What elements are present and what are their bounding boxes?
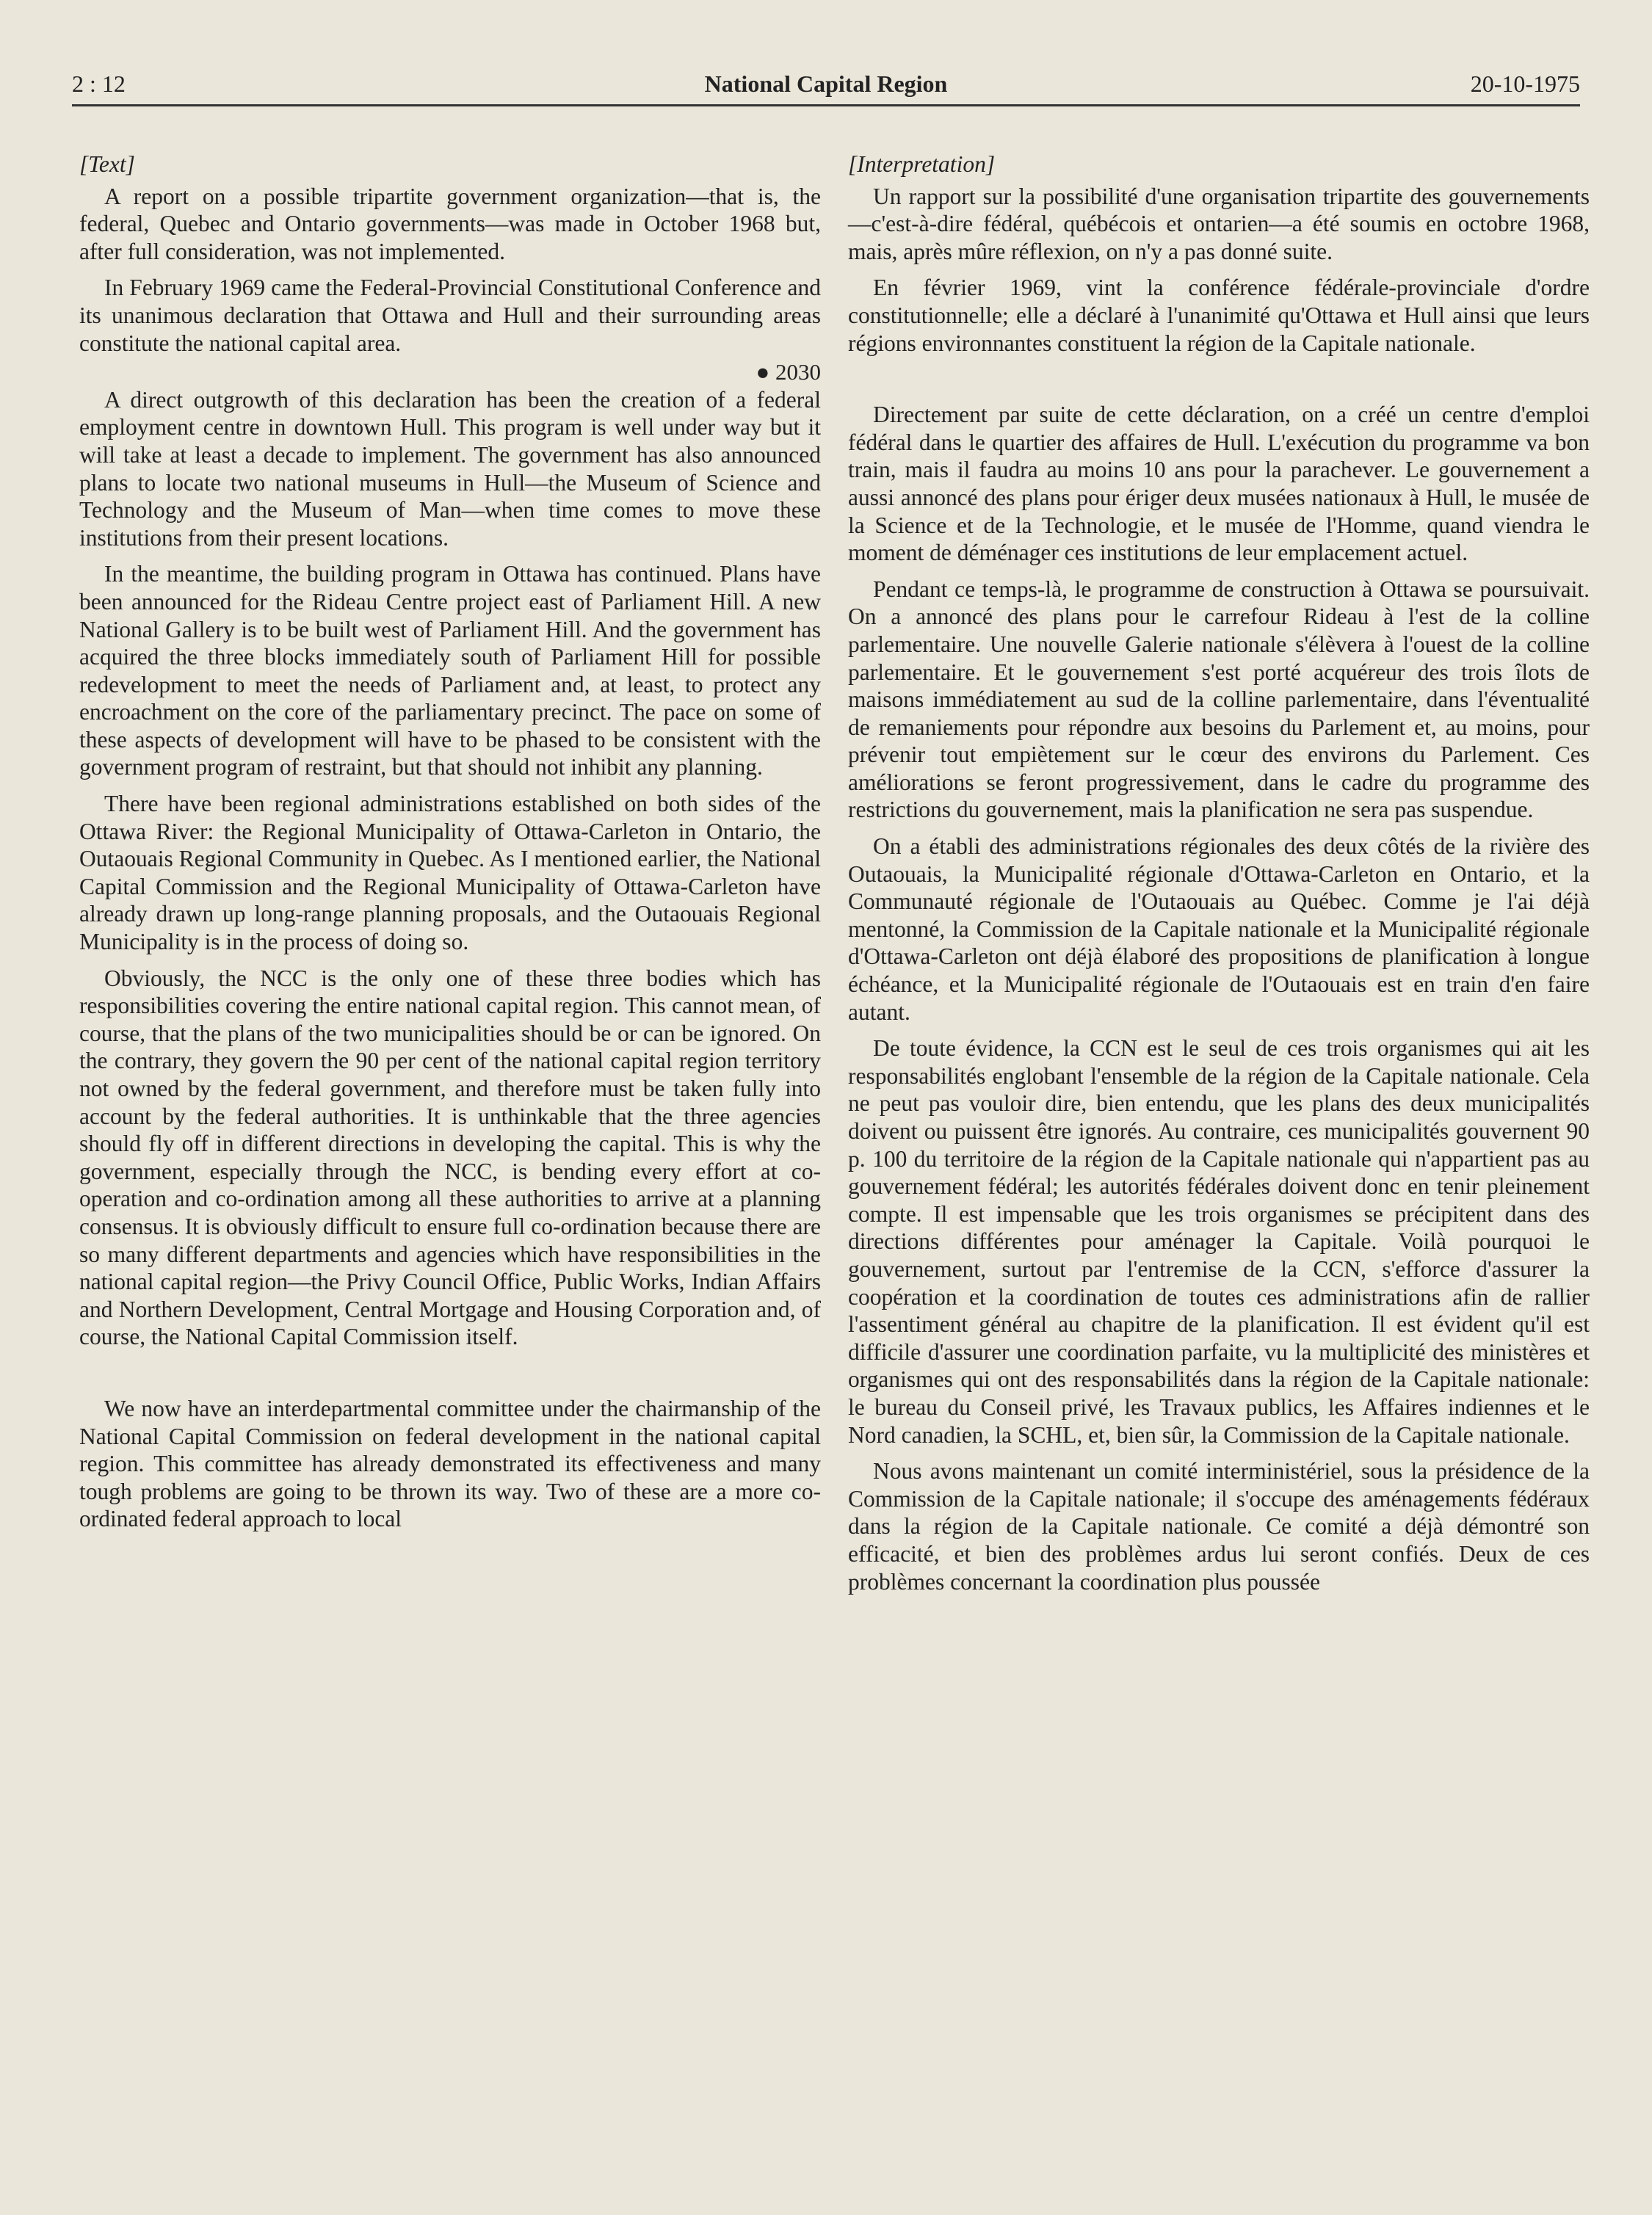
spacer [848,366,1590,401]
page-number: 2 : 12 [72,70,126,97]
spacer [79,1360,821,1395]
paragraph: Un rapport sur la possibilité d'une organisation tripartite des gouvernements—c'est-à-dire fédéral, québécois et ontarien—a été soumis en octobre 1968, mais, après mûre réflexion, on n'y a pas donné suite. [848,183,1590,264]
french-column [848,151,1590,1604]
paragraph: On a établi des administrations régionales des deux côtés de la rivière des Outaouais, la Municipalité régionale d'Ottawa-Carleton en Ontario, et la Communauté régionale de l'Outaouais au Québec. Comme je l'ai déjà mentonné, la Commission de la Capitale nationale et la Municipalité régionale d'Ottawa-Carleton ont déjà élaboré des propositions de planification à longue échéance, et la Municipalité régionale de l'Outaouais est en train d'en faire autant. [848,833,1590,1025]
header-title: National Capital Region [704,70,948,97]
running-header [72,68,1580,106]
paragraph: In the meantime, the building program in Ottawa has continued. Plans have been announced for the Rideau Centre project east of Parliament Hill. A new National Gallery is to be built west of Parliament Hill. And the government has acquired the three blocks immediately south of Parliament Hill for possible redevelopment to meet the needs of Parliament and, at least, to protect any encroachment on the core of the parliamentary precinct. The pace on some of these aspects of development will have to be phased to be consistent with the government program of restraint, but that should not inhibit any planning. [79,561,821,780]
section-label-text: [Text] [79,151,135,177]
paragraph: En février 1969, vint la conférence fédérale-provinciale d'ordre constitutionnelle; elle a déclaré à l'unanimité qu'Ottawa et Hull ainsi que leurs régions environnantes constituent la région de la Capitale nationale. [848,275,1590,356]
paragraph: De toute évidence, la CCN est le seul de ces trois organismes qui ait les responsabilités englobant l'ensemble de la région de la Capitale nationale. Cela ne peut pas vouloir dire, bien entendu, que les plans des deux municipalités doivent ou puissent être ignorés. Au contraire, ces municipalités gouvernent 90 p. 100 du territoire de la région de la Capitale nationale qui n'appartient pas au gouvernement fédéral; les autorités fédérales doivent donc en tenir pleinement compte. Il est impensable que les trois organismes se précipitent dans des directions différentes pour aménager la Capitale. Voilà pourquoi le gouvernement, surtout par l'entremise de la CCN, s'efforce d'assurer la coopération et la coordination de toutes ces administrations afin de rallier l'assentiment général au chapitre de la planification. Il est évident qu'il est difficile d'assurer une coordination parfaite, vu la multiplicité des ministères et organismes qui ont des responsabilités dans la région de la Capitale nationale: le bureau du Conseil privé, les Travaux publics, les Affaires indiennes et le Nord canadien, la SCHL, et, bien sûr, la Commission de la Capitale nationale. [848,1035,1590,1448]
paragraph: We now have an interdepartmental committee under the chairmanship of the National Capital Commission on federal development in the national capital region. This committee has already demonstrated its effectiveness and many tough problems are going to be thrown its way. Two of these are a more co-ordinated federal approach to local [79,1395,821,1532]
paragraph: In February 1969 came the Federal-Provincial Constitutional Conference and its unanimous declaration that Ottawa and Hull and their surrounding areas constitute the national capital area. [79,275,821,356]
paragraph: Directement par suite de cette déclaration, on a créé un centre d'emploi fédéral dans le quartier des affaires de Hull. L'exécution du programme va bon train, mais il faudra au moins 10 ans pour la parachever. Le gouvernement a aussi annoncé des plans pour ériger deux musées nationaux à Hull, le musée de la Science et de la Technologie, et le musée de l'Homme, quand viendra le moment de déménager ces institutions de leur emplacement actuel. [848,402,1590,566]
paragraph: Nous avons maintenant un comité interministériel, sous la présidence de la Commission de la Capitale nationale; il s'occupe des aménagements fédéraux dans la région de la Capitale nationale. Ce comité a déjà démontré son efficacité, et bien des problèmes ardus lui seront confiés. Deux de ces problèmes concernant la coordination plus poussée [848,1458,1590,1595]
paragraph: A direct outgrowth of this declaration has been the creation of a federal employment centre in downtown Hull. This program is well under way but it will take at least a decade to implement. The government has also announced plans to locate two national museums in Hull—the Museum of Science and Technology and the Museum of Man—when time comes to move these institutions from their present locations. [79,386,821,551]
paragraph: There have been regional administrations established on both sides of the Ottawa River: the Regional Municipality of Ottawa-Carleton in Ontario, the Outaouais Regional Community in Quebec. As I mentioned earlier, the National Capital Commission and the Regional Municipality of Ottawa-Carleton have already drawn up long-range planning proposals, and the Outaouais Regional Municipality is in the process of doing so. [79,791,821,955]
english-column [79,151,821,1542]
paragraph: Obviously, the NCC is the only one of these three bodies which has responsibilities covering the entire national capital region. This cannot mean, of course, that the plans of the two municipalities should be or can be ignored. On the contrary, they govern the 90 per cent of the national capital region territory not owned by the federal government, and therefore must be taken fully into account by the federal authorities. It is unthinkable that the three agencies should fly off in different directions in developing the capital. This is why the government, especially through the NCC, is bending every effort at co-operation and co-ordination among all these authorities to arrive at a planning consensus. It is obviously difficult to ensure full co-ordination because there are so many different departments and agencies which have responsibilities in the national capital region—the Privy Council Office, Public Works, Indian Affairs and Northern Development, Central Mortgage and Housing Corporation and, of course, the National Capital Commission itself. [79,965,821,1350]
paragraph: A report on a possible tripartite government organization—that is, the federal, Quebec and Ontario governments—was made in October 1968 but, after full consideration, was not implemented. [79,183,821,264]
time-marker: ● 2030 [756,359,821,385]
section-label-interpretation: [Interpretation] [848,151,996,177]
header-date: 20-10-1975 [1470,70,1580,97]
paragraph: Pendant ce temps-là, le programme de construction à Ottawa se poursuivait. On a annoncé des plans pour le carrefour Rideau à l'est de la colline parlementaire. Une nouvelle Galerie nationale s'élèvera à l'ouest de la colline parlementaire. Et le gouvernement s'est porté acquéreur des trois îlots de maisons immédiatement au sud de la colline parlementaire, dans l'éventualité de remaniements pour répondre aux besoins du Parlement et, au moins, pour prévenir tout empiètement sur le cœur des environs du Parlement. Ces améliorations se feront progressivement, dans le cadre du programme des restrictions du gouvernement, mais la planification ne sera pas suspendue. [848,576,1590,823]
